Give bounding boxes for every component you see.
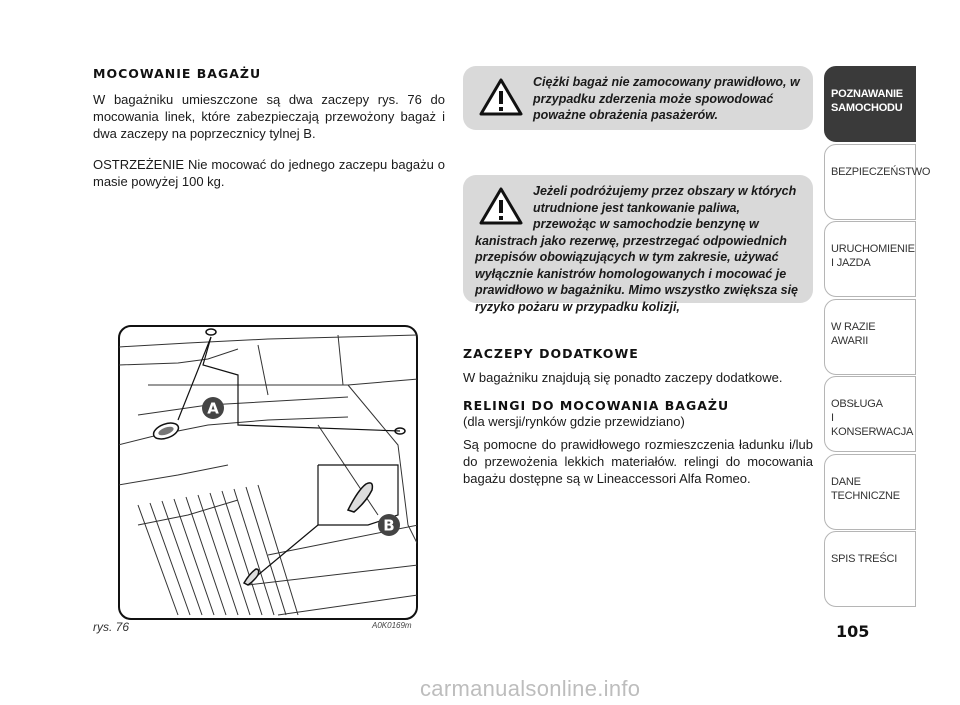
right-column	[463, 346, 813, 501]
watermark[interactable]: carmanualsonline.info	[420, 676, 641, 701]
figure-code: A0K0169m	[372, 621, 412, 630]
tab-poznawanie[interactable]: POZNAWANIE SAMOCHODU	[824, 66, 916, 142]
trunk-illustration	[118, 325, 418, 620]
section-heading-extra-hooks: ZACZEPY DODATKOWE	[463, 346, 639, 361]
tab-bezpieczenstwo[interactable]: BEZPIECZEŃSTWO	[824, 144, 916, 220]
warning-text-1: Ciężki bagaż nie zamocowany prawidłowo, w przypadku zderzenia może spowodować poważne obrażenia pasażerów.	[533, 75, 800, 122]
figure-76	[118, 325, 418, 620]
label-b: B	[383, 516, 395, 535]
rails-subtitle: (dla wersji/rynków gdzie przewidziano)	[463, 414, 685, 429]
hook-top-icon	[206, 329, 216, 335]
warning-box-1	[463, 66, 813, 130]
rails-paragraph: Są pomocne do prawidłowego rozmieszczenia ładunku i/lub do przewożenia lekkich materiałów. relingi do mocowania bagażu dostępne są w Lineaccessori Alfa Romeo.	[463, 437, 813, 486]
figure-caption: rys. 76	[93, 620, 130, 634]
warning-triangle-icon	[479, 78, 523, 116]
warning-text-2: Jeżeli podróżujemy przez obszary w których utrudnione jest tankowanie paliwa, przewożąc w samochodzie benzynę w kanistrach jako rezerwę, przestrzegać odpowiednich przepisów obowiązujących w tym zakresie, używać wyłącznie kanistrów homologowanych i mocować je prawidłowo w bagażniku. Mimo wszystko zwiększa się ryzyko pożaru w przypadku kolizji,	[475, 184, 798, 314]
warning-box-2	[463, 175, 813, 314]
luggage-paragraph: W bagażniku umieszczone są dwa zaczepy rys. 76 do mocowania linek, które zabezpieczają przewożony bagaż i dwa zaczepy na poprzecznicy tylnej B.	[93, 92, 445, 141]
section-heading-rails: RELINGI DO MOCOWANIA BAGAŻU	[463, 398, 730, 413]
tab-w-razie-awarii[interactable]: W RAZIE AWARII	[824, 299, 916, 375]
label-a: A	[207, 399, 219, 418]
tab-dane-techniczne[interactable]: DANE TECHNICZNE	[824, 454, 916, 530]
tab-spis-tresci[interactable]: SPIS TREŚCI	[824, 531, 916, 607]
luggage-warning-paragraph: OSTRZEŻENIE Nie mocować do jednego zaczepu bagażu o masie powyżej 100 kg.	[93, 157, 445, 189]
tab-uruchomienie[interactable]: URUCHOMIENIE I JAZDA	[824, 221, 916, 297]
left-column	[93, 66, 445, 204]
extra-hooks-paragraph: W bagażniku znajdują się ponadto zaczepy dodatkowe.	[463, 370, 783, 385]
tab-obsluga[interactable]: OBSŁUGA I KONSERWACJA	[824, 376, 916, 452]
section-heading-luggage: MOCOWANIE BAGAŻU	[93, 66, 262, 81]
page-number: 105	[836, 622, 870, 641]
warning-triangle-icon	[479, 187, 523, 225]
chapter-tabs	[824, 66, 931, 609]
